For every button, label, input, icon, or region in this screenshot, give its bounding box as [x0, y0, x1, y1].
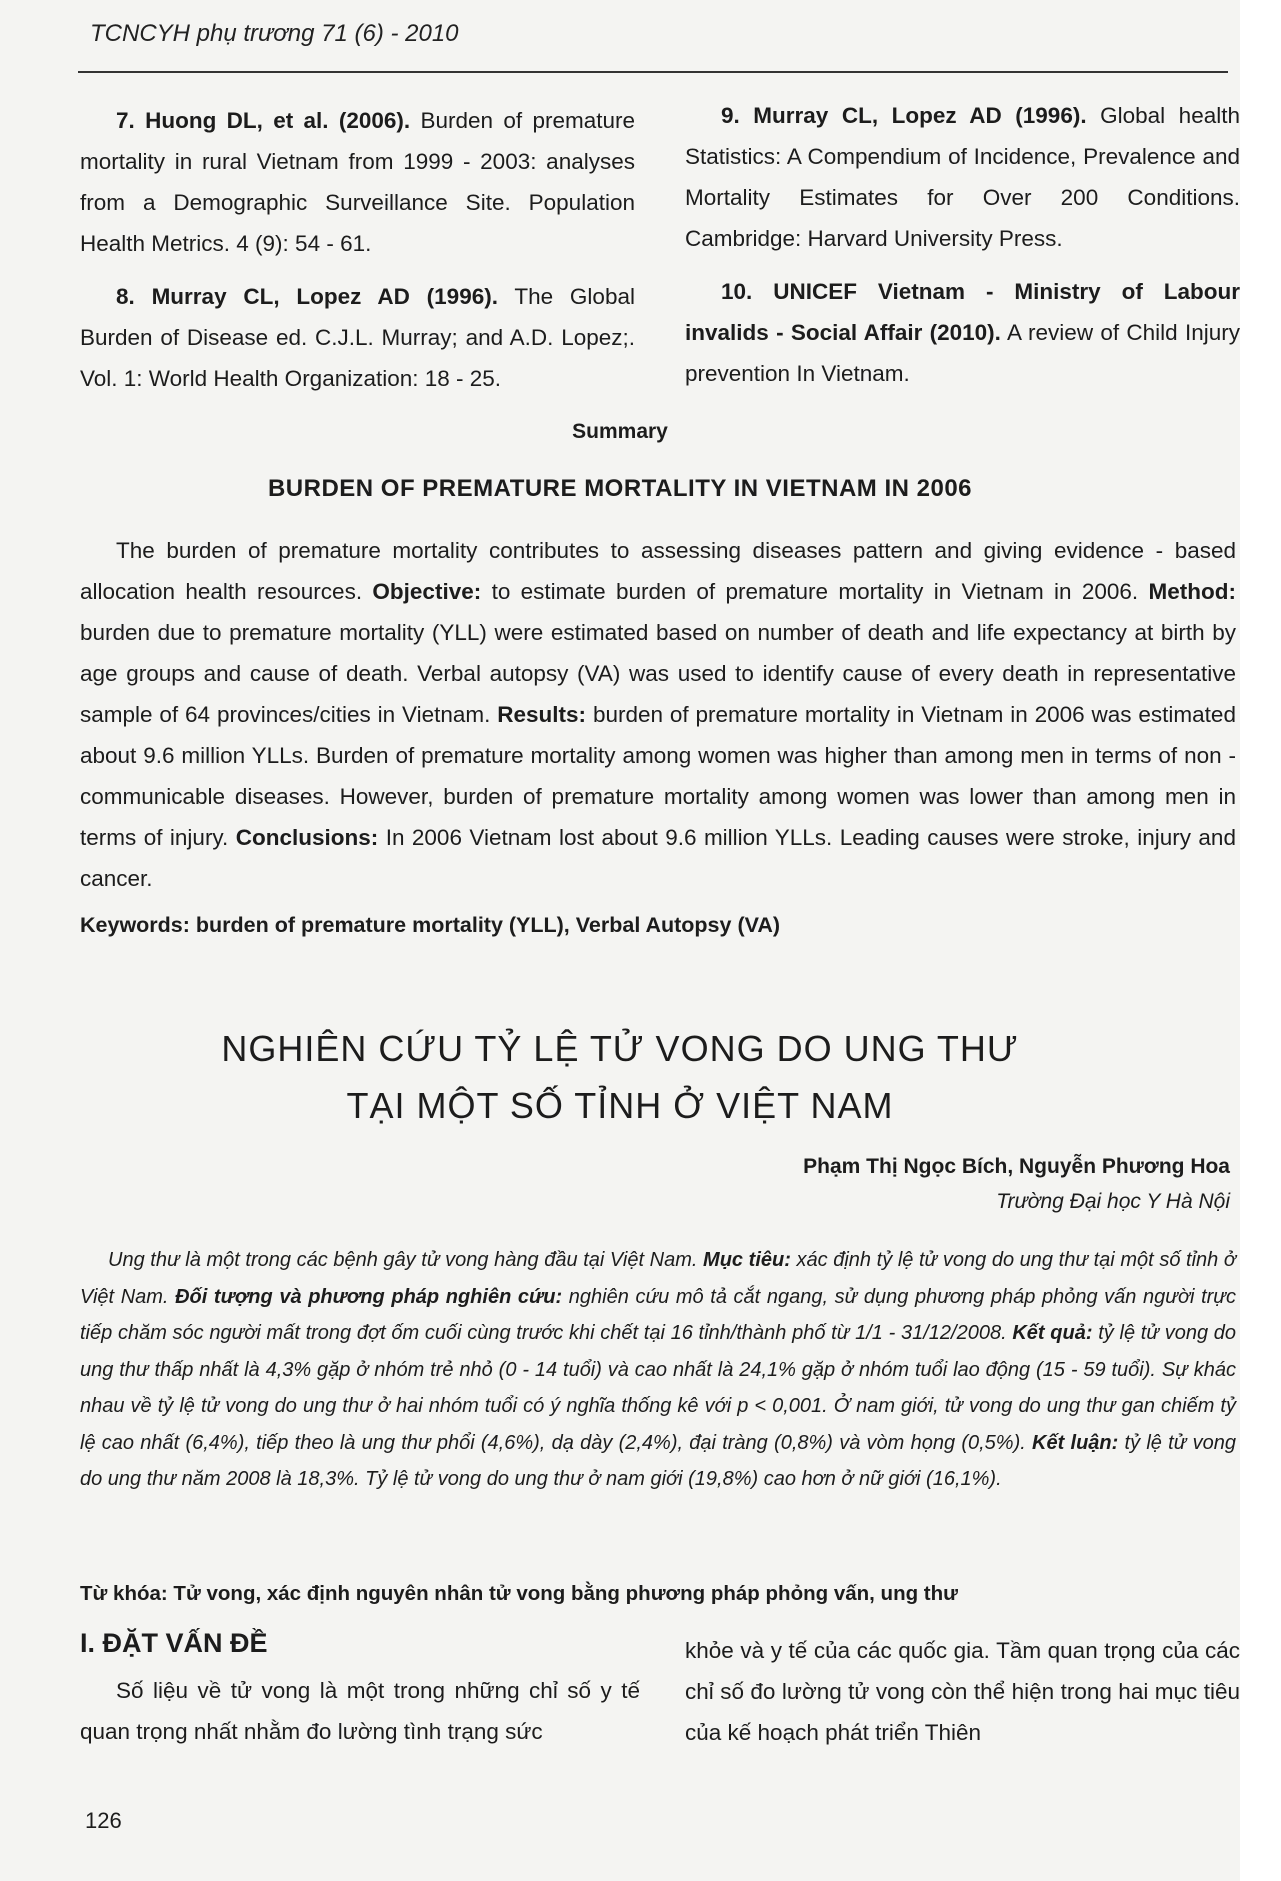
- reference-text: A review of Child Injury prevention In Vietnam.: [685, 320, 1240, 386]
- method-text: burden due to premature mortality (YLL) were estimated based on number of death and life expectancy at birth by age groups and cause of death. Verbal autopsy (VA) was used to identify cause of every death in representative sample of 64 provinces/cities in Vietnam.: [80, 620, 1236, 727]
- reference-authors: Murray CL, Lopez AD (1996).: [151, 284, 498, 309]
- method-label: Đối tượng và phương pháp nghiên cứu:: [175, 1285, 563, 1308]
- method-label: Method:: [1148, 579, 1236, 604]
- article-title-line-2: TẠI MỘT SỐ TỈNH Ở VIỆT NAM: [346, 1085, 894, 1126]
- header-rule: [78, 71, 1228, 73]
- abstract-intro: The burden of premature mortality contributes to assessing diseases pattern and giving evidence - based allocation health resources.: [80, 538, 1236, 604]
- page-margin: [1240, 0, 1281, 1881]
- body-text-right: khỏe và y tế của các quốc gia. Tầm quan trọng của các chỉ số đo lường tử vong còn thể hiện trong hai mục tiêu của kế hoạch phát triển Thiên: [685, 1638, 1240, 1745]
- article-affiliation: Trường Đại học Y Hà Nội: [996, 1190, 1230, 1213]
- results-label: Results:: [497, 702, 587, 727]
- objective-label: Objective:: [372, 579, 482, 604]
- section-heading: I. ĐẶT VẤN ĐỀ: [80, 1628, 268, 1658]
- conclusions-text: In 2006 Vietnam lost about 9.6 million YLLs. Leading causes were stroke, injury and cancer.: [80, 825, 1236, 891]
- results-text: tỷ lệ tử vong do ung thư thấp nhất là 4,3% gặp ở nhóm trẻ nhỏ (0 - 14 tuổi) và cao nhất là 24,1% gặp ở nhóm tuổi lao động (15 - 59 tuổi). Sự khác nhau về tỷ lệ tử vong do ung thư ở hai nhóm tuổi có ý nghĩa thống kê với p < 0,001. Ở nam giới, tử vong do ung thư gan chiếm tỷ lệ cao nhất (6,4%), tiếp theo là ung thư phổi (4,6%), dạ dày (2,4%), đại tràng (0,8%) và vòm họng (0,5%).: [80, 1322, 1237, 1454]
- english-keywords: Keywords: burden of premature mortality (YLL), Verbal Autopsy (VA): [80, 913, 781, 937]
- reference-authors: Huong DL, et al. (2006).: [145, 108, 411, 133]
- reference-item: [80, 276, 635, 399]
- vietnamese-abstract: [80, 1242, 1236, 1498]
- page-number: 126: [85, 1808, 122, 1833]
- results-text: burden of premature mortality in Vietnam in 2006 was estimated about 9.6 million YLLs. Burden of premature mortality among women was higher than among men in terms of non - communicable diseases. However, burden of premature mortality among women was lower than among men in terms of injury.: [80, 702, 1236, 850]
- reference-number: 8.: [116, 284, 135, 309]
- reference-item: [685, 95, 1240, 259]
- summary-title: BURDEN OF PREMATURE MORTALITY IN VIETNAM IN 2006: [267, 475, 973, 502]
- objective-text: to estimate burden of premature mortality in Vietnam in 2006.: [491, 579, 1139, 604]
- reference-text: Burden of premature mortality in rural Vietnam from 1999 - 2003: analyses from a Demographic Surveillance Site. Population Health Metrics. 4 (9): 54 - 61.: [80, 108, 635, 256]
- reference-authors: UNICEF Vietnam - Ministry of Labour invalids - Social Affair (2010).: [685, 279, 1240, 345]
- conclusions-label: Conclusions:: [235, 825, 379, 850]
- english-abstract: [80, 530, 1236, 899]
- references-right-column: [685, 95, 1240, 406]
- journal-header: TCNCYH phụ trương 71 (6) - 2010: [90, 20, 459, 47]
- reference-text: Global health Statistics: A Compendium of Incidence, Prevalence and Mortality Estimates for Over 200 Conditions. Cambridge: Harvard University Press.: [685, 103, 1240, 251]
- abstract-intro: Ung thư là một trong các bệnh gây tử vong hàng đầu tại Việt Nam.: [108, 1249, 698, 1271]
- article-title: [0, 1020, 1240, 1134]
- body-text-left: Số liệu về tử vong là một trong những chỉ số y tế quan trọng nhất nhằm đo lường tình trạng sức: [80, 1678, 640, 1744]
- article-title-line-1: NGHIÊN CỨU TỶ LỆ TỬ VONG DO UNG THƯ: [221, 1028, 1019, 1069]
- conclusion-text: tỷ lệ tử vong do ung thư năm 2008 là 18,3%. Tỷ lệ tử vong do ung thư ở nam giới (19,8%) cao hơn ở nữ giới (16,1%).: [80, 1431, 1236, 1490]
- summary-heading: Summary: [572, 420, 668, 443]
- conclusion-label: Kết luận:: [1032, 1431, 1119, 1454]
- reference-number: 7.: [116, 108, 135, 133]
- references-left-column: [80, 100, 635, 411]
- reference-text: The Global Burden of Disease ed. C.J.L. Murray; and A.D. Lopez;. Vol. 1: World Health Organization: 18 - 25.: [80, 284, 635, 391]
- results-label: Kết quả:: [1012, 1322, 1093, 1344]
- reference-item: [80, 100, 635, 264]
- reference-number: 10.: [721, 279, 753, 304]
- reference-item: [685, 271, 1240, 394]
- reference-authors: Murray CL, Lopez AD (1996).: [753, 103, 1087, 128]
- article-authors: Phạm Thị Ngọc Bích, Nguyễn Phương Hoa: [803, 1155, 1230, 1178]
- objective-text: xác định tỷ lệ tử vong do ung thư tại một số tỉnh ở Việt Nam.: [80, 1249, 1236, 1308]
- method-text: nghiên cứu mô tả cắt ngang, sử dụng phương pháp phỏng vấn người trực tiếp chăm sóc người mất trong đợt ốm cuối cùng trước khi chết tại 16 tỉnh/thành phố từ 1/1 - 31/12/2008.: [80, 1285, 1236, 1344]
- objective-label: Mục tiêu:: [703, 1249, 791, 1271]
- vietnamese-keywords: Từ khóa: Tử vong, xác định nguyên nhân tử vong bằng phương pháp phỏng vấn, ung thư: [80, 1582, 958, 1605]
- reference-number: 9.: [721, 103, 740, 128]
